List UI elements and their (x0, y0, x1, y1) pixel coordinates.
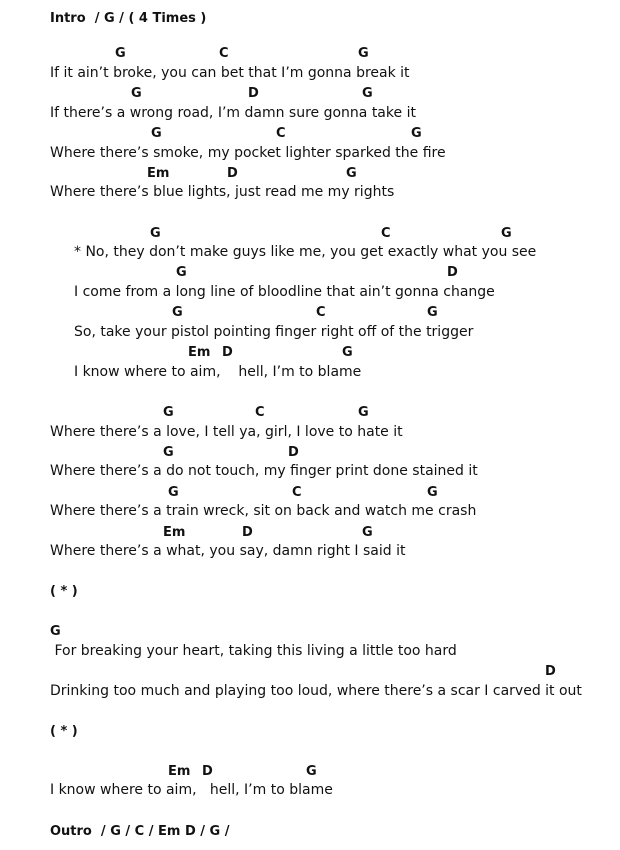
lyric-line: Where there’s a love, I tell ya, girl, I love to hate it (50, 424, 403, 440)
chord: G (163, 405, 174, 420)
chord: C (255, 405, 265, 420)
chord: G (358, 405, 369, 420)
chord: C (219, 46, 229, 61)
chord: C (316, 305, 326, 320)
lyric-line: Where there’s a what, you say, damn right I said it (50, 543, 406, 559)
chord: G (362, 86, 373, 101)
chord: C (381, 226, 391, 241)
intro-line: Intro / G / ( 4 Times ) (50, 11, 207, 26)
chorus-repeat-marker: ( * ) (50, 724, 78, 739)
chord: D (545, 664, 556, 679)
chord: Em (147, 166, 170, 181)
chord: G (306, 764, 317, 779)
chord: D (288, 445, 299, 460)
lyric-line: * No, they don’t make guys like me, you get exactly what you see (74, 244, 537, 260)
chord: Em (188, 345, 211, 360)
chord: G (358, 46, 369, 61)
chord: D (227, 166, 238, 181)
outro-line: Outro / G / C / Em D / G / (50, 824, 230, 839)
lyric-line: If there’s a wrong road, I’m damn sure gonna take it (50, 105, 416, 121)
lyric-line: I know where to aim, hell, I’m to blame (74, 364, 362, 380)
chord: G (427, 485, 438, 500)
lyric-line: Where there’s a do not touch, my finger print done stained it (50, 463, 478, 479)
chord: D (447, 265, 458, 280)
chord: D (248, 86, 259, 101)
chord: G (342, 345, 353, 360)
chord: C (276, 126, 286, 141)
lyric-line: For breaking your heart, taking this living a little too hard (50, 643, 457, 659)
chord: G (362, 525, 373, 540)
lyric-line: I know where to aim, hell, I’m to blame (50, 782, 333, 798)
chord: G (131, 86, 142, 101)
chord: D (202, 764, 213, 779)
chord: G (50, 624, 61, 639)
chord: G (501, 226, 512, 241)
lyric-line: Where there’s smoke, my pocket lighter sparked the fire (50, 145, 446, 161)
chord: G (168, 485, 179, 500)
chord: Em (168, 764, 191, 779)
chord: G (411, 126, 422, 141)
chord: G (151, 126, 162, 141)
chord: G (346, 166, 357, 181)
chord: Em (163, 525, 186, 540)
lyric-line: I come from a long line of bloodline that ain’t gonna change (74, 284, 495, 300)
lyric-line: Where there’s blue lights, just read me my rights (50, 184, 395, 200)
lyric-line: Where there’s a train wreck, sit on back and watch me crash (50, 503, 477, 519)
chord: G (176, 265, 187, 280)
lyric-line: If it ain’t broke, you can bet that I’m gonna break it (50, 65, 410, 81)
chord: D (242, 525, 253, 540)
chord: G (115, 46, 126, 61)
chord: D (222, 345, 233, 360)
lyric-line: Drinking too much and playing too loud, where there’s a scar I carved it out (50, 683, 582, 699)
chord: C (292, 485, 302, 500)
chord: G (163, 445, 174, 460)
chord: G (427, 305, 438, 320)
lyric-line: So, take your pistol pointing finger right off of the trigger (74, 324, 474, 340)
chorus-repeat-marker: ( * ) (50, 584, 78, 599)
chord: G (150, 226, 161, 241)
chord: G (172, 305, 183, 320)
